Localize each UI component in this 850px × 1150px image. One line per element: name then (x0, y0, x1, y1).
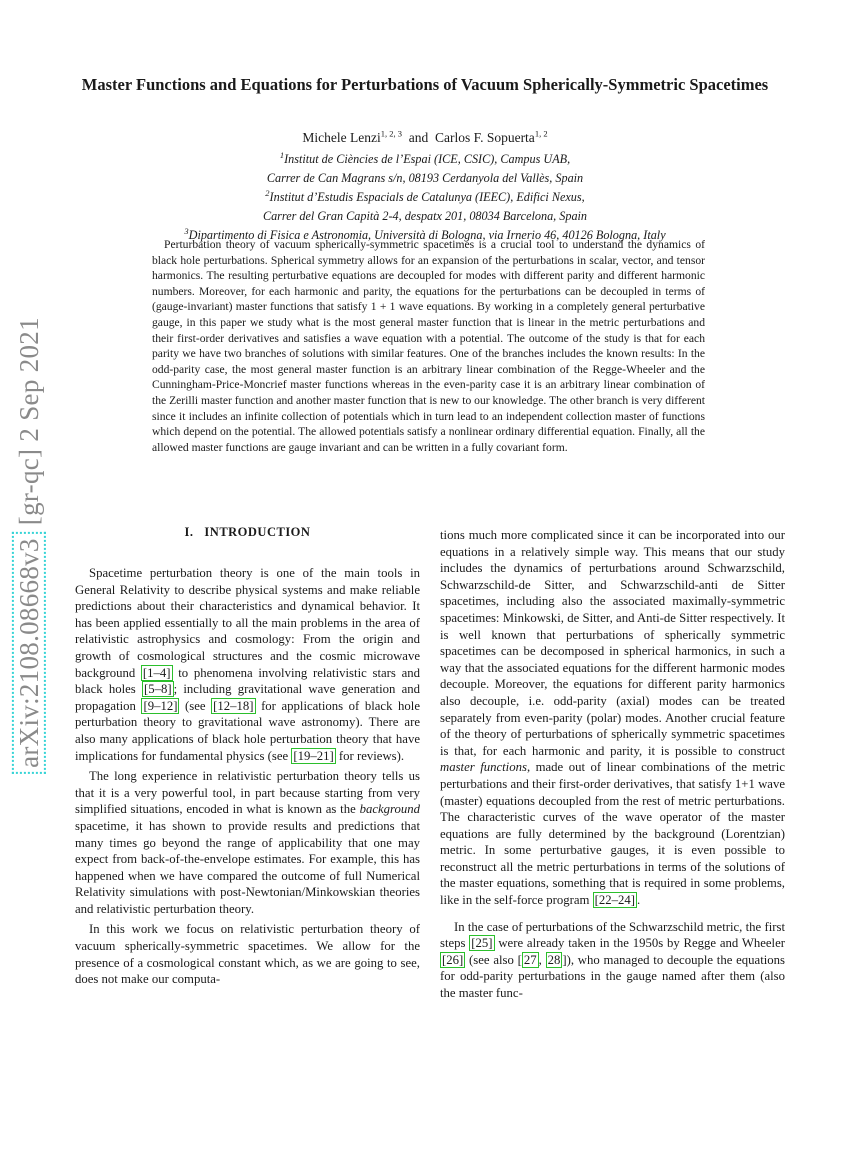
citation-link[interactable]: [19–21] (293, 748, 334, 763)
citation-link[interactable]: [22–24] (594, 893, 635, 908)
abstract: Perturbation theory of vacuum spherically-symmetric spacetimes is a crucial tool to understand the dynamics of black hole perturbations. Spherical symmetry allows for an expansion of the perturbations in scalar, vector, and tensor harmonics. The resulting perturbative equations are decoupled for modes with different parity and different harmonic numbers. Moreover, for each harmonic and parity, the equations for the perturbations can be decoupled in terms of (gauge-invariant) master functions that satisfy 1 + 1 wave equations. By working in a completely general perturbative gauge, in this paper we study what is the most general master function that is linear in the metric perturbations and their first-order derivatives and satisfies a wave equation with a potential. The outcome of the study is that for each parity we have two branches of solutions with similar features. One of the branches includes the known results: In the odd-parity case, the most general master function is an arbitrary linear combination of the Regge-Wheeler and the Cunningham-Price-Moncrief master functions whereas in the even-parity case it is an arbitrary linear combination of the Zerilli master function and another master function that is new to our knowledge. The other branch is very different since it includes an infinite collection of potentials which in turn lead to an independent collection master of functions which depend on the potential. The allowed potentials satisfy a nonlinear ordinary differential equation. Finally, all the allowed master functions are gauge invariant and can be written in a fully covariant form. (152, 238, 705, 454)
arxiv-stamp-text (14, 317, 45, 774)
affiliation-line: Carrer de Can Magrans s/n, 08193 Cerdanyola del Vallès, Spain (266, 171, 584, 185)
section-heading: I. INTRODUCTION (184, 525, 311, 539)
arxiv-stamp (4, 275, 54, 815)
arxiv-id-link[interactable]: arXiv:2108.08668v3 (12, 532, 46, 774)
affiliation-line: $^3$Dipartimento di Fisica e Astronomia, Università di Bologna, via Irnerio 46, 40126 Bologna, Italy (184, 225, 666, 242)
paragraph: Spacetime perturbation theory is one of the main tools in General Relativity to describe physical systems and make reliable predictions about their characteristics and dynamical behavior. It has been applied essentially to all the main problems in the area of relativistic astrophysics and cosmology: From the origin and growth of cosmological structures and the cosmic microwave background [1–4] to phenomena involving relativistic stars and black holes [5–8] ; including gravitational wave generation and propagation [9–12] (see [12–18] for applications of black hole perturbation theory to gravitational wave astronomy). There are also many applications of black hole perturbation theory that have implications for fundamental physics (see [19–21] for reviews). (75, 566, 420, 763)
citation-link[interactable]: [12–18] (213, 698, 254, 713)
paper-title: Master Functions and Equations for Perturbations of Vacuum Spherically-Symmetric Spacetimes (81, 75, 769, 94)
affiliations (60, 150, 790, 245)
author-affiliation-marker: 1, 2, 3 (380, 128, 403, 139)
author-conjunction: and (408, 130, 429, 145)
paragraph: In the case of perturbations of the Schwarzschild metric, the first steps [25] were already taken in the 1950s by Regge and Wheeler [26] (see also [ 27 , 28 ]), who managed to decouple the equations for odd-parity perturbations in the gauge named after them (also the master func- (440, 919, 786, 1001)
affiliation-line: Carrer del Gran Capità 2-4, despatx 201, 08034 Barcelona, Spain (262, 209, 588, 223)
citation-link[interactable]: [9–12] (143, 698, 178, 713)
citation-link[interactable]: 28 (547, 952, 561, 967)
affiliation-line: $^1$Institut de Ciències de l’Espai (ICE, CSIC), Campus UAB, (279, 149, 571, 166)
author-list (60, 130, 790, 146)
paragraph: In this work we focus on relativistic perturbation theory of vacuum spherically-symmetric spacetimes. We allow for the presence of a cosmological constant which, as we are going to see, does not make our computa- (75, 922, 420, 987)
citation-link[interactable]: [25] (471, 936, 493, 951)
left-column (75, 524, 420, 992)
author-name: Carlos F. Sopuerta (435, 130, 535, 145)
arxiv-category: [gr-qc] (13, 448, 44, 525)
right-column (440, 527, 785, 1006)
affiliation-line: $^2$Institut d’Estudis Espacials de Catalunya (IEEC), Edifici Nexus, (265, 187, 585, 204)
arxiv-date: 2 Sep 2021 (13, 316, 44, 442)
author-name: Michele Lenzi (302, 130, 381, 145)
citation-link[interactable]: [1–4] (142, 665, 171, 680)
citation-link[interactable]: 27 (523, 952, 537, 967)
citation-link[interactable]: [26] (442, 952, 464, 967)
author-affiliation-marker: 1, 2 (534, 128, 548, 139)
citation-link[interactable]: [5–8] (143, 682, 172, 697)
paragraph: The long experience in relativistic perturbation theory tells us that it is a very powerful tool, in part because starting from very simplified situations, encoded in what is known as the background spacetime, it has shown to provide results and predictions that many times go beyond the range of applicability that one may expect from back-of-the-envelope estimates. For example, this has happened when we have compared the outcome of full Numerical Relativity simulations with post-Newtonian/Minkowskian theories and relativistic perturbation theory. (75, 769, 420, 916)
paragraph: tions much more complicated since it can be incorporated into our equations in a relatively simple way. This means that our study includes the dynamics of perturbations around Schwarzschild, Schwarzschild-de Sitter, and Schwarzschild-anti de Sitter spacetimes, including also the associated maximally-symmetric spacetimes: Minkowski, de Sitter, and Anti-de Sitter respectively. It is well known that perturbations of spherically symmetric spacetimes can be decomposed in spherical harmonics, in such a way that the associated equations for the different harmonic modes decouple. Moreover, the equations for different parity harmonics also decouple, i.e. odd-parity (axial) modes can be treated separately from even-parity (polar) modes. Another crucial feature of the theory of perturbations of spherically symmetric spacetimes is that, for each harmonic and parity, it is possible to construct master functions, made out of linear combinations of the metric perturbations and their first-order derivatives, that satisfy 1+1 wave (master) equations decoupled from the rest of metric perturbations. The characteristic curves of the wave operator of the master equations are fully determined by the background (Lorentzian) metric. In some perturbative gauges, it is even possible to reconstruct all the metric perturbations in terms of the solutions of the master equations, something that is required in some problems, like in the self-force program [22–24] . (440, 528, 785, 908)
